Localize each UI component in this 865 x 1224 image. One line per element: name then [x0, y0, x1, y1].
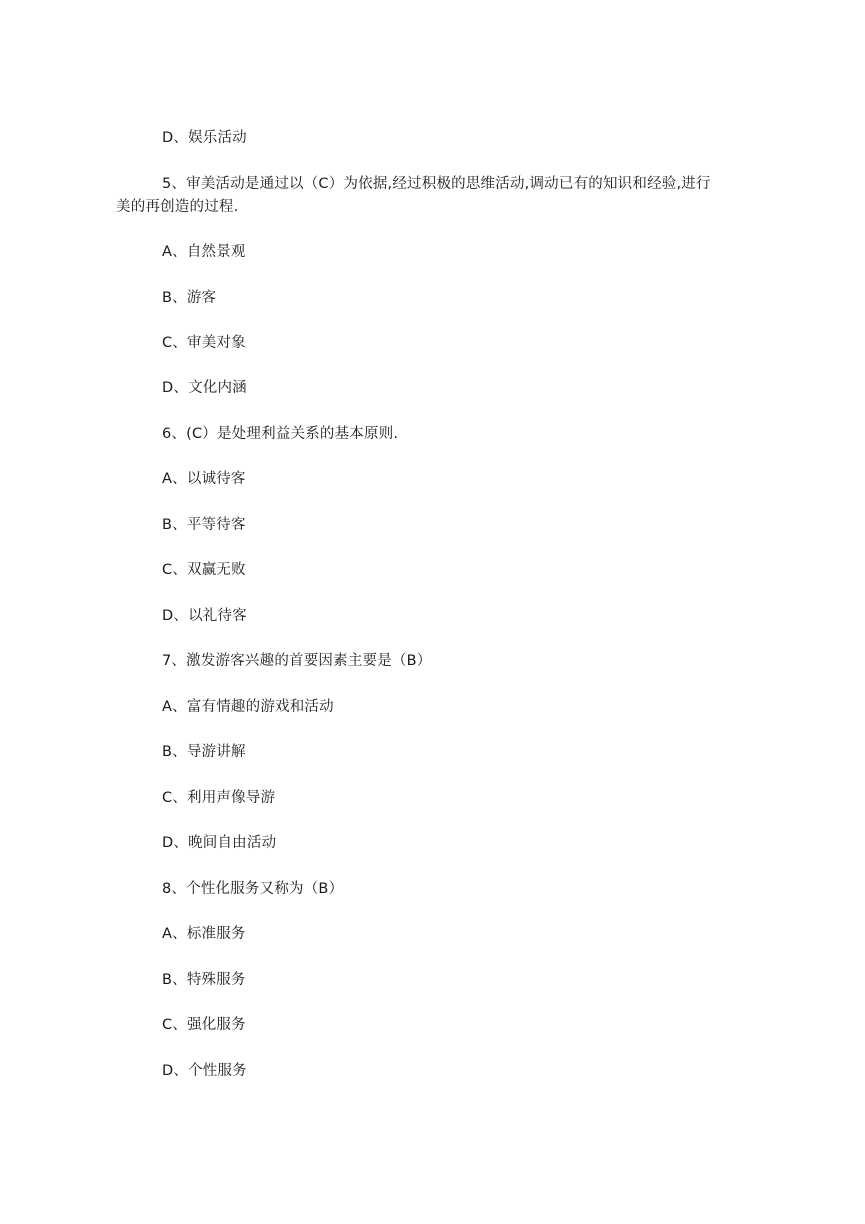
option-text: D、以礼待客 — [162, 608, 247, 624]
option-text: D、文化内涵 — [162, 380, 247, 396]
option-text: B、特殊服务 — [162, 972, 246, 988]
option-text: A、自然景观 — [162, 244, 246, 260]
option-text: C、利用声像导游 — [162, 790, 276, 806]
option-text: D、娱乐活动 — [162, 130, 247, 146]
question-text: 5、审美活动是通过以（C）为依据,经过积极的思维活动,调动已有的知识和经验,进行 — [162, 176, 711, 192]
question-text: 7、激发游客兴趣的首要因素主要是（B） — [162, 653, 432, 669]
option-text: C、强化服务 — [162, 1017, 246, 1033]
option-text: B、游客 — [162, 290, 217, 306]
option-text: C、双赢无败 — [162, 562, 246, 578]
option-text: B、平等待客 — [162, 517, 246, 533]
option-text: C、审美对象 — [162, 335, 246, 351]
question-text: 6、(C）是处理利益关系的基本原则. — [162, 426, 399, 442]
question-text: 8、个性化服务又称为（B） — [162, 881, 344, 897]
option-text: A、以诚待客 — [162, 471, 246, 487]
question-text-continued: 美的再创造的过程. — [116, 199, 239, 215]
option-text: A、标准服务 — [162, 926, 246, 942]
option-text: A、富有情趣的游戏和活动 — [162, 699, 334, 715]
option-text: D、个性服务 — [162, 1063, 247, 1079]
option-text: B、导游讲解 — [162, 744, 246, 760]
option-text: D、晚间自由活动 — [162, 835, 277, 851]
